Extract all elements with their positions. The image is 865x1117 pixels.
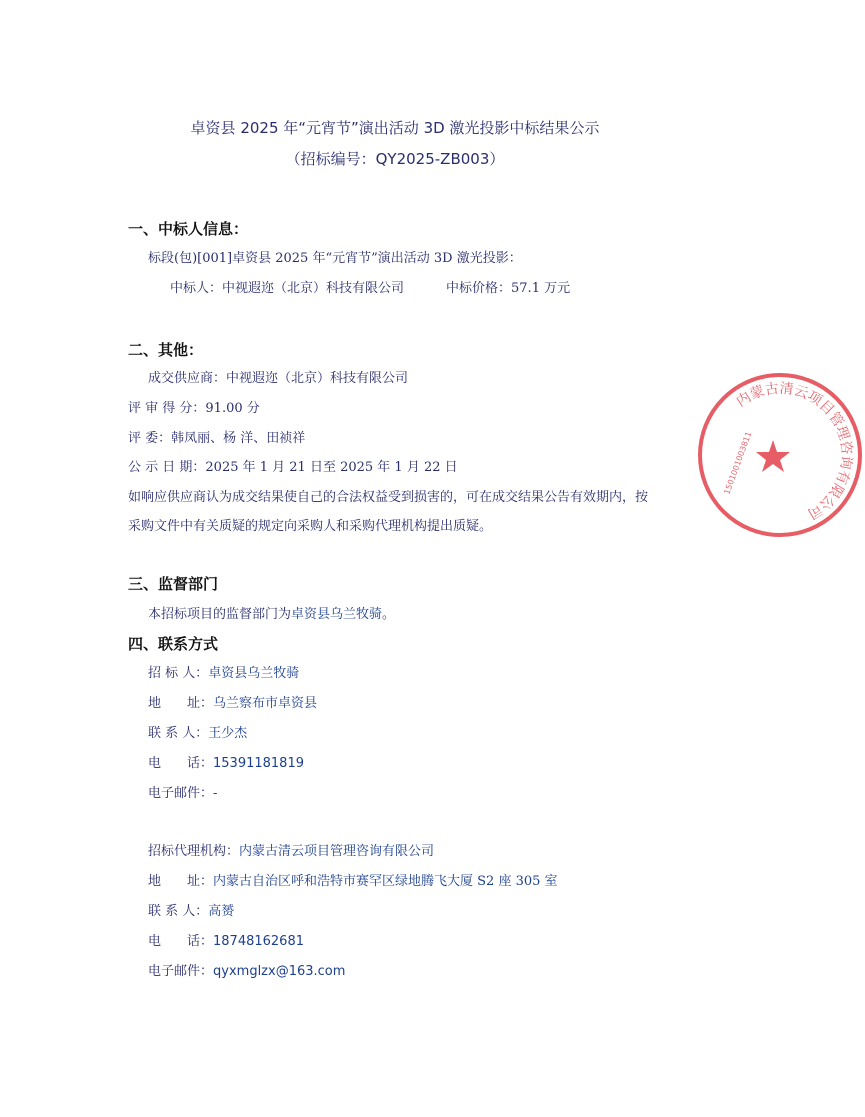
objection-notice-line1: 如响应供应商认为成交结果使自己的合法权益受到损害的，可在成交结果公告有效期内，按 — [128, 490, 649, 505]
winner-price: 中标价格：57.1 万元 — [446, 281, 571, 296]
buyer-phone: 15391181819 — [213, 756, 304, 771]
buyer-contact-row: 联 系 人：王少杰 — [148, 726, 248, 741]
buyer-email: - — [213, 786, 218, 801]
tender-number: （招标编号：QY2025-ZB003） — [285, 150, 505, 168]
score-line: 评 审 得 分：91.00 分 — [128, 401, 260, 416]
agency-address-row: 地 址：内蒙古自治区呼和浩特市赛罕区绿地腾飞大厦 S2 座 305 室 — [148, 874, 558, 889]
publicity-period: 公 示 日 期：2025 年 1 月 21 日至 2025 年 1 月 22 日 — [128, 460, 458, 475]
agency-name: 内蒙古清云项目管理咨询有限公司 — [239, 844, 435, 859]
section-supervision-heading: 三、监督部门 — [128, 575, 219, 593]
buyer-phone-row: 电 话：15391181819 — [148, 756, 304, 771]
agency-name-row: 招标代理机构：内蒙古清云项目管理咨询有限公司 — [148, 844, 435, 859]
agency-address: 内蒙古自治区呼和浩特市赛罕区绿地腾飞大厦 S2 座 305 室 — [213, 874, 558, 889]
section-contact-heading: 四、联系方式 — [128, 635, 219, 653]
svg-text:1501001003811: 1501001003811 — [722, 430, 754, 496]
buyer-address-row: 地 址：乌兰察布市卓资县 — [148, 696, 318, 711]
svg-text:内蒙古清云项目管理咨询有限公司: 内蒙古清云项目管理咨询有限公司 — [733, 380, 855, 522]
agency-email: qyxmglzx@163.com — [213, 964, 346, 979]
agency-phone: 18748162681 — [213, 934, 304, 949]
section-other-heading: 二、其他： — [128, 341, 204, 359]
seal-icon — [695, 370, 865, 540]
agency-contact-row: 联 系 人：高赟 — [148, 904, 235, 919]
judges-line: 评 委：韩凤丽、杨 洋、田祯祥 — [128, 431, 306, 446]
supervision-dept: 卓资县乌兰牧骑 — [291, 607, 383, 622]
winner-name: 中标人：中视遐迩（北京）科技有限公司 — [170, 281, 405, 296]
supplier-line: 成交供应商：中视遐迩（北京）科技有限公司 — [148, 371, 409, 386]
supervision-text: 本招标项目的监督部门为卓资县乌兰牧骑。 — [148, 607, 396, 622]
buyer-name: 卓资县乌兰牧骑 — [208, 666, 300, 681]
agency-email-row: 电子邮件：qyxmglzx@163.com — [148, 964, 346, 979]
buyer-contact: 王少杰 — [208, 726, 248, 741]
lot-description: 标段(包)[001]卓资县 2025 年“元宵节”演出活动 3D 激光投影： — [148, 251, 522, 266]
agency-contact: 高赟 — [208, 904, 235, 919]
objection-notice-line2: 采购文件中有关质疑的规定向采购人和采购代理机构提出质疑。 — [128, 519, 493, 534]
document-title: 卓资县 2025 年“元宵节”演出活动 3D 激光投影中标结果公示 — [190, 119, 600, 137]
buyer-name-row: 招 标 人：卓资县乌兰牧骑 — [148, 666, 300, 681]
official-seal — [695, 370, 855, 540]
agency-phone-row: 电 话：18748162681 — [148, 934, 304, 949]
section-winner-heading: 一、中标人信息： — [128, 220, 249, 238]
buyer-address: 乌兰察布市卓资县 — [213, 696, 318, 711]
winner-line — [170, 280, 570, 298]
buyer-email-row: 电子邮件：- — [148, 786, 218, 801]
